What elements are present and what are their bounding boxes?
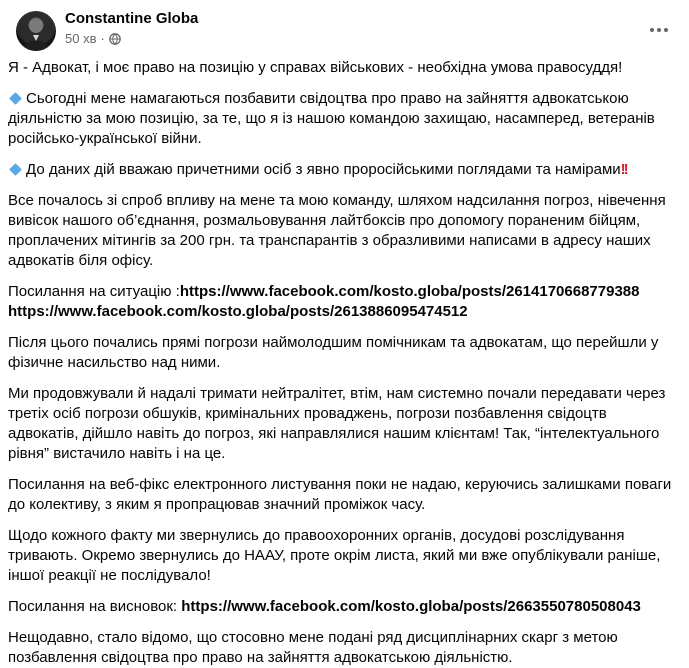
globe-icon[interactable]	[109, 33, 121, 45]
post-time[interactable]: 50 хв	[65, 31, 97, 46]
paragraph-1: Я - Адвокат, і моє право на позицію у справах військових - необхідна умова правосуддя!	[8, 59, 623, 76]
avatar[interactable]	[16, 11, 56, 51]
post-link-2[interactable]: https://www.facebook.com/kosto.globa/posts/2613886095474512	[8, 303, 468, 320]
post-link-1[interactable]: https://www.facebook.com/kosto.globa/posts/2614170668779388	[179, 283, 640, 300]
paragraph-8: Посилання на веб-фікс електронного листування поки не надаю, керуючись залишками поваги до колективу, з яким я пропрацював значний проміжок часу.	[8, 476, 672, 513]
post-text	[8, 58, 689, 668]
paragraph-3: До даних дій вважаю причетними осіб з явно проросійськими поглядами та намірами!!	[8, 160, 675, 180]
post-meta	[65, 31, 121, 46]
double-exclamation-icon: !!	[620, 161, 627, 178]
paragraph-5: Посилання на ситуацію :https://www.facebook.com/kosto.globa/posts/2614170668779388 https://www.facebook.com/kosto.globa/posts/2613886095474512	[8, 283, 640, 320]
paragraph-11: Нещодавно, стало відомо, що стосовно мене подані ряд дисциплінарних скарг з метою позбавлення свідоцтва про право на зайняття адвокатською діяльністю.	[8, 629, 618, 666]
post-link-3[interactable]: https://www.facebook.com/kosto.globa/posts/2663550780508043	[181, 598, 641, 615]
paragraph-2: Сьогодні мене намагаються позбавити свідоцтва про право на зайняття адвокатською діяльністю за мою позицію, за те, що я із нашою командою захищаю, насамперед, ветеранів російсько-української війни.	[8, 90, 655, 147]
paragraph-7: Ми продовжували й надалі тримати нейтралітет, втім, нам системно почали передавати через третіх осіб погрози обшуків, кримінальних проваджень, погрози позбавлення свідоцтв адвокатів, дійшло навіть до погроз, які направлялися нашим клієнтам! Так, “інтелектуального рівня” вистачило навіть і на це.	[8, 385, 666, 462]
blue-diamond-icon	[9, 92, 22, 105]
paragraph-6: Після цього почались прямі погрози наймолодшим помічникам та адвокатам, що перейшли у фізичне насильство над ними.	[8, 334, 659, 371]
avatar-photo-icon	[16, 11, 56, 51]
more-horizontal-icon[interactable]	[641, 12, 677, 48]
paragraph-4: Все почалось зі спроб впливу на мене та мою команду, шляхом надсилання погроз, нівечення вивісок нашого об’єднання, розмальовування лайтбоксів про допомогу пораненим бійцям, проплачених мітингів за 200 грн. та транспарантів з образливими написами в адресу наших адвокатів біля офісу.	[8, 192, 666, 269]
meta-separator: ·	[100, 31, 105, 46]
author-name[interactable]: Constantine Globa	[65, 10, 199, 27]
post-header	[8, 0, 689, 58]
blue-diamond-icon	[9, 163, 22, 176]
paragraph-9: Щодо кожного факту ми звернулись до правоохоронних органів, досудові розслідування тривають. Окремо звернулись до НААУ, проте окрім листа, який ми вже опублікували раніше, іншої реакції не послідувало!	[8, 527, 661, 584]
paragraph-10: Посилання на висновок: https://www.facebook.com/kosto.globa/posts/2663550780508043	[8, 598, 641, 615]
